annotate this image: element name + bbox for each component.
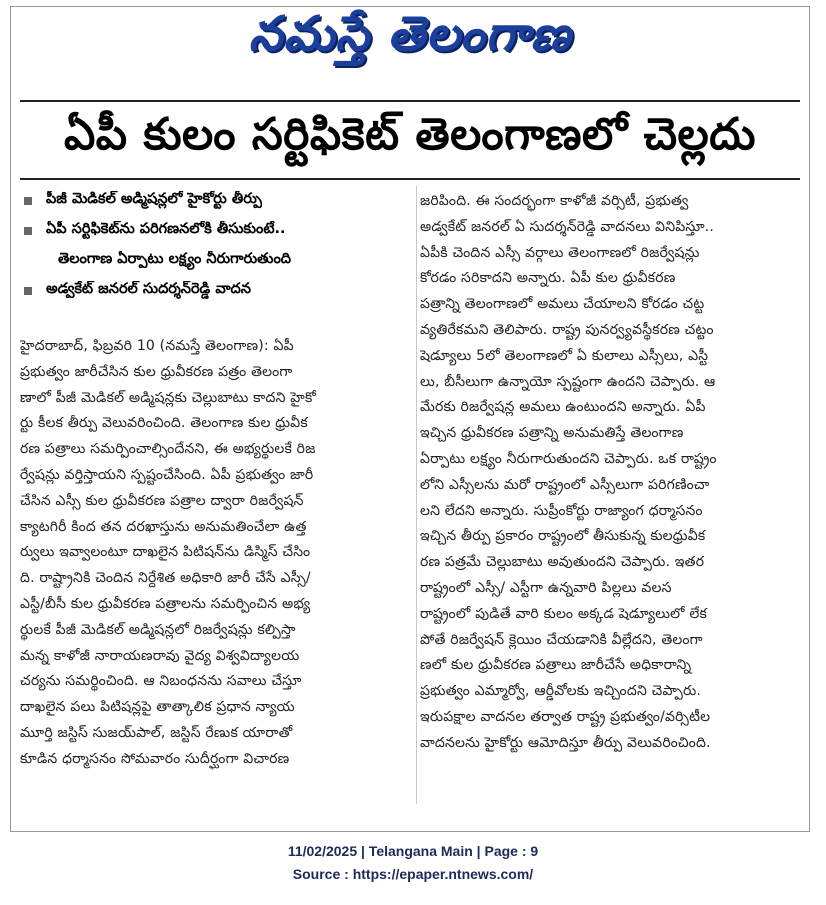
article-column-left [20,334,408,773]
article-line: హైదరాబాద్, ఫిబ్రవరి 10 (నమస్తే తెలంగాణ): ఏపీ [20,338,294,354]
square-bullet-icon [24,197,32,205]
article-headline: ఏపీ కులం సర్టిఫికెట్ తెలంగాణలో చెల్లదు [63,109,757,160]
article-line: ర్వేషన్లు వర్తిస్తాయని స్పష్టంచేసింది. ఏపీ ప్రభుత్వం జారీ [20,466,314,483]
article-line: వాదనలను హైకోర్టు ఆమోదిస్తూ తీర్పు వెలువరించింది. [420,734,711,751]
article-line: పత్రాన్ని తెలంగాణలో అమలు చేయాలని కోరడం చట్ట [420,296,705,313]
article-line: లోని ఎస్సీలను మరో రాష్ట్రంలో ఎస్సీలుగా పరిగణించా [420,476,710,493]
article-line: వ్యతిరేకమని తెలిపారు. రాష్ట్ర పునర్వ్యవస్థీకరణ చట్టం [420,321,714,338]
article-line: ఇచ్చిన ధ్రువీకరణ పత్రాన్ని అనుమతిస్తే తెలంగాణ [420,425,684,442]
article-line: లని లేదని అన్నారు. సుప్రీంకోర్టు రాజ్యాంగ ధర్మాసనం [420,502,703,519]
highlight-item [22,276,414,306]
highlight-item [22,186,414,216]
headline-divider [20,178,800,180]
article-column-right [420,189,808,757]
article-line: కూడిన ధర్మాసనం సోమవారం సుదీర్ఘంగా విచారణ [20,750,290,767]
article-line: అడ్వకేట్ జనరల్ ఏ సుదర్శన్‌రెడ్డి వాదనలు వినిపిస్తూ.. [420,218,715,235]
highlight-text: పీజీ మెడికల్ అడ్మిషన్లలో హైకోర్టు తీర్పు [46,191,263,207]
square-bullet-icon [24,227,32,235]
highlight-text: అడ్వకేట్ జనరల్ సుదర్శన్‌రెడ్డి వాదన [46,281,251,297]
highlight-item-continuation [22,246,414,276]
article-line: ప్రభుత్వం జారీచేసిన కుల ధ్రువీకరణ పత్రం తెలంగా [20,363,293,380]
article-line: ఇచ్చిన తీర్పు ప్రకారం రాష్ట్రంలో తీసుకున్న కులధ్రువీక [420,528,706,545]
article-line: చేసిన ఎస్సీ కుల ధ్రువీకరణ పత్రాల ద్వారా రిజర్వేషన్ [20,492,304,509]
square-bullet-icon [24,287,32,295]
article-line: ర్థులకే పీజీ మెడికల్ అడ్మిషన్లలో రిజర్వేషన్లు కల్పిస్తా [20,621,296,638]
highlight-text: తెలంగాణ ఏర్పాటు లక్ష్యం నీరుగారుతుంది [58,251,292,267]
highlights-list [22,186,414,306]
article-line: లు, బీసీలుగా ఉన్నాయో స్పష్టంగా ఉందని చెప్పారు. ఆ [420,373,716,390]
article-line: ప్రభుత్వం ఎమ్మార్వో, ఆర్డీవోలకు ఇచ్చిందని చెప్పారు. [420,683,702,700]
article-line: ఏపీకి చెందిన ఎస్సీ వర్గాలు తెలంగాణలో రిజర్వేషన్లు [420,244,700,261]
article-line: ర్టు కీలక తీర్పు వెలువరించింది. తెలంగాణ కుల ధ్రువీక [20,415,308,432]
article-line: షెడ్యూలు 5లో తెలంగాణలో ఏ కులాలు ఎస్సీలు, ఎస్టీ [420,347,709,364]
article-line: రాష్ట్రంలో పుడితే వారి కులం అక్కడ షెడ్యూలులో లేక [420,605,708,622]
column-divider [416,186,417,804]
article-line: క్యాటగిరీ కింద తన దరఖాస్తును అనుమతించేలా ఉత్త [20,518,307,535]
article-line: చర్యను సమర్థించింది. ఆ నిబంధనను సవాలు చేస్తూ [20,673,302,690]
article-line: రణ పత్రాలు సమర్పించాల్సిందేనని, ఈ అభ్యర్థులకే రిజ [20,441,316,458]
article-line: రాష్ట్రంలో ఎస్సీ/ ఎస్టీగా ఉన్నవారి పిల్లలు వలస [420,579,672,596]
article-line: కోరడం సరికాదని అన్నారు. ఏపీ కుల ధ్రువీకరణ [420,270,676,287]
highlight-text: ఏపీ సర్టిఫికెట్‌ను పరిగణనలోకి తీసుకుంటే.. [46,221,286,237]
article-line: ఇరుపక్షాల వాదనల తర్వాత రాష్ట్ర ప్రభుత్వం/వర్సిటీల [420,708,711,725]
article-line: దాఖలైన పలు పిటిషన్లపై తాత్కాలిక ప్రధాన న్యాయ [20,699,295,716]
highlight-item [22,216,414,246]
article-line: ఎస్టీ/బీసీ కుల ధ్రువీకరణ పత్రాలను సమర్పించిన అభ్య [20,595,311,612]
article-line: మూర్తి జస్టిస్ సుజయ్‌పాల్, జస్టిస్ రేణుక యారాతో [20,724,293,741]
masthead-divider [20,100,800,102]
article-line: ఏర్పాటు లక్ష్యం నీరుగారుతుందని చెప్పారు. ఒక రాష్ట్రం [420,450,717,467]
article-line: ర్వులు ఇవ్వాలంటూ దాఖలైన పిటిషన్‌ను డిస్మిస్ చేసిం [20,544,311,561]
article-line: పోతే రిజర్వేషన్ క్లెయిం చేయడానికి వీల్లేదని, తెలంగా [420,631,703,648]
footer-date-line: 11/02/2025 | Telangana Main | Page : 9 [287,843,539,859]
article-line: రణ పత్రమే చెల్లుబాటు అవుతుందని చెప్పారు. ఇతర [420,554,705,571]
footer-source-line: Source : https://epaper.ntnews.com/ [292,866,534,882]
article-line: మేరకు రిజర్వేషన్ల అమలు ఉంటుందని అన్నారు. ఏపీ [420,399,706,416]
article-line: ది. రాష్ట్రానికి చెందిన నిర్దేశిత అధికారి జారీ చేసే ఎస్సీ/ [20,570,311,587]
newspaper-masthead-logo: నమస్తే తెలంగాణ [248,6,572,62]
article-line: ణాలో పీజీ మెడికల్ అడ్మిషన్లకు చెల్లుబాటు కాదని హైకో [20,389,317,406]
article-line: జరిపింది. ఈ సందర్భంగా కాళోజీ వర్సిటీ, ప్రభుత్వ [420,193,689,209]
article-line: ణలో కుల ధ్రువీకరణ పత్రాలు జారీచేసే అధికారాన్ని [420,657,692,674]
article-line: మన్న కాళోజీ నారాయణరావు వైద్య విశ్వవిద్యాలయ [20,647,300,664]
